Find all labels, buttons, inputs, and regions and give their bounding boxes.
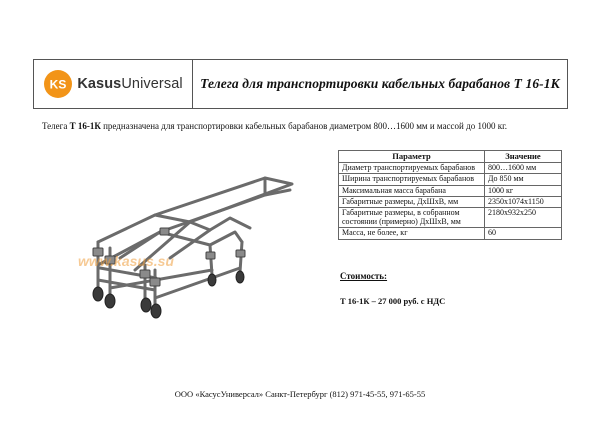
brand-name — [77, 76, 182, 92]
header-param: Параметр — [339, 151, 485, 163]
param-cell: Габаритные размеры, в собранном состоянии (примерно) ДхШхВ, мм — [339, 208, 485, 228]
table-row — [339, 162, 562, 173]
param-cell: Масса, не более, кг — [339, 228, 485, 239]
table-row — [339, 208, 562, 228]
document-title: Телега для транспортировки кабельных барабанов Т 16-1К — [200, 76, 560, 91]
intro-prefix: Телега — [42, 121, 70, 131]
ks-logo-icon — [43, 69, 73, 99]
footer-contacts: ООО «КасусУниверсал» Санкт-Петербург (812) 971-45-55, 971-65-55 — [174, 389, 426, 399]
value-cell: 800…1600 мм — [485, 162, 562, 173]
table-row — [339, 185, 562, 196]
param-cell: Максимальная масса барабана — [339, 185, 485, 196]
value-cell: 1000 кг — [485, 185, 562, 196]
value-cell: До 850 мм — [485, 174, 562, 185]
value-cell: 2350х1074х1150 — [485, 197, 562, 208]
table-row — [339, 174, 562, 185]
spec-table-header-row — [339, 151, 562, 163]
value-cell: 2180х932х250 — [485, 208, 562, 228]
brand-rest: Universal — [121, 76, 183, 92]
table-row — [339, 197, 562, 208]
intro-model: Т 16-1К — [69, 121, 101, 131]
price-block — [340, 271, 445, 306]
spec-table — [338, 150, 562, 240]
param-cell: Габаритные размеры, ДхШхВ, мм — [339, 197, 485, 208]
value-cell: 60 — [485, 228, 562, 239]
brand-bold: Kasus — [77, 76, 122, 92]
price-value: Т 16-1К – 27 000 руб. с НДС — [340, 296, 446, 306]
logo-mark-text: KS — [49, 77, 67, 92]
header-value: Значение — [485, 151, 562, 163]
cable-drum-trolley-image — [60, 170, 305, 320]
intro-rest: предназначена для транспортировки кабельных барабанов диаметром 800…1600 мм и массой до 1000 кг. — [100, 121, 507, 131]
intro-paragraph — [42, 121, 507, 131]
price-label: Стоимость: — [340, 271, 388, 281]
document-header — [33, 59, 568, 109]
param-cell: Диаметр транспортируемых барабанов — [339, 162, 485, 173]
image-watermark: www.kasus.su — [78, 253, 174, 269]
company-logo — [34, 60, 193, 108]
param-cell: Ширина транспортируемых барабанов — [339, 174, 485, 185]
table-row — [339, 228, 562, 239]
